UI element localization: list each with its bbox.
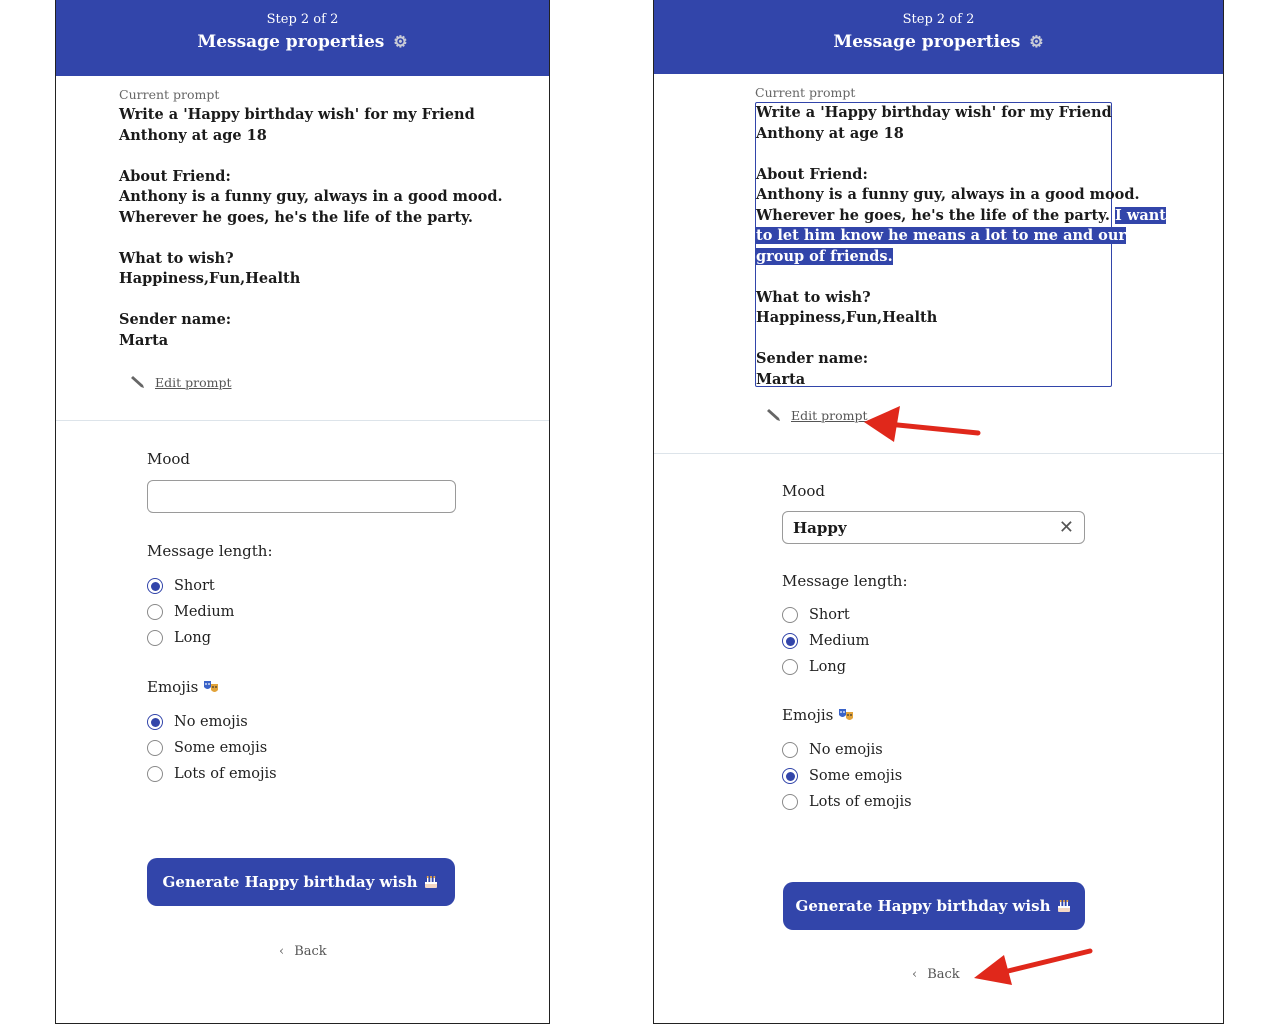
edit-prompt-label: Edit prompt <box>155 375 232 390</box>
prompt-line <box>119 146 503 167</box>
page-title <box>654 32 1223 52</box>
emoji-option-some[interactable] <box>782 768 902 784</box>
edit-prompt-link[interactable] <box>129 375 232 390</box>
step-indicator: Step 2 of 2 <box>902 12 975 27</box>
radio-label: No emojis <box>809 742 883 758</box>
back-label: Back <box>294 944 327 959</box>
birthday-cake-icon <box>1056 898 1072 914</box>
length-option-long[interactable] <box>782 659 846 675</box>
radio-medium[interactable] <box>782 633 798 649</box>
radio-label: Medium <box>174 604 235 620</box>
page-title <box>56 32 549 52</box>
prompt-line: What to wish? <box>119 249 234 267</box>
theater-masks-icon <box>838 707 854 723</box>
mood-label: Mood <box>782 482 826 500</box>
theater-masks-icon <box>203 679 219 695</box>
radio-label: Short <box>174 578 215 594</box>
emoji-option-lots[interactable] <box>147 766 277 782</box>
gear-icon: ⚙ <box>393 32 408 51</box>
prompt-line <box>756 144 1166 165</box>
page-title-text: Message properties <box>197 32 385 52</box>
current-prompt-text[interactable] <box>756 103 1166 390</box>
mood-label: Mood <box>147 450 191 468</box>
generate-button-label: Generate Happy birthday wish <box>162 873 418 891</box>
radio-label: Some emojis <box>174 740 268 756</box>
prompt-line: Happiness,Fun,Health <box>119 270 301 287</box>
radio-long[interactable] <box>782 659 798 675</box>
section-divider <box>654 453 1223 454</box>
prompt-line: Anthony at age 18 <box>119 126 267 144</box>
current-prompt-label: Current prompt <box>119 87 220 102</box>
prompt-line: Wherever he goes, he's the life of the party. <box>119 208 473 226</box>
radio-label: Some emojis <box>809 768 903 784</box>
radio-long[interactable] <box>147 630 163 646</box>
mood-input[interactable] <box>782 511 1085 544</box>
prompt-line <box>756 247 1166 268</box>
prompt-line: Sender name: <box>756 350 869 367</box>
prompt-line <box>119 228 503 249</box>
prompt-line: About Friend: <box>119 167 231 185</box>
radio-label: Lots of emojis <box>174 766 277 782</box>
prompt-line <box>756 206 1166 227</box>
pencil-icon <box>129 376 147 390</box>
radio-label: Medium <box>809 633 870 649</box>
prompt-text-plain: Wherever he goes, he's the life of the party. <box>756 206 1116 224</box>
emojis-label-text: Emojis <box>147 678 199 696</box>
radio-lots-of-emojis[interactable] <box>147 766 163 782</box>
radio-label: Short <box>809 607 850 623</box>
emoji-option-none[interactable] <box>147 714 248 730</box>
prompt-line: About Friend: <box>756 165 868 183</box>
selected-text: I want <box>1115 206 1166 224</box>
generate-wish-button[interactable] <box>783 882 1085 930</box>
current-prompt-text <box>119 105 503 351</box>
prompt-line: Marta <box>756 370 806 388</box>
prompt-line: Anthony at age 18 <box>756 124 904 142</box>
message-length-label: Message length: <box>147 542 273 560</box>
chevron-left-icon: ‹ <box>279 944 285 959</box>
emoji-option-none[interactable] <box>782 742 883 758</box>
radio-label: Long <box>809 659 846 675</box>
generate-button-label: Generate Happy birthday wish <box>795 897 1051 915</box>
mood-input[interactable] <box>147 480 456 513</box>
radio-short[interactable] <box>147 578 163 594</box>
length-option-medium[interactable] <box>147 604 234 620</box>
prompt-textarea[interactable] <box>755 102 1166 388</box>
emojis-label <box>782 706 854 724</box>
radio-no-emojis[interactable] <box>147 714 163 730</box>
header-bar <box>654 0 1223 74</box>
radio-some-emojis[interactable] <box>147 740 163 756</box>
prompt-line: Write a 'Happy birthday wish' for my Friend <box>119 106 475 123</box>
back-link[interactable] <box>912 967 960 982</box>
prompt-line <box>756 226 1166 247</box>
prompt-line: Anthony is a funny guy, always in a good mood. <box>756 186 1140 203</box>
length-option-short[interactable] <box>782 607 850 623</box>
radio-label: Lots of emojis <box>809 794 912 810</box>
prompt-line: Sender name: <box>119 311 232 328</box>
prompt-line <box>119 290 503 311</box>
radio-medium[interactable] <box>147 604 163 620</box>
header-bar <box>56 0 549 76</box>
emoji-option-lots[interactable] <box>782 794 912 810</box>
mood-input-value: Happy <box>793 518 847 537</box>
back-link[interactable] <box>279 944 327 959</box>
radio-no-emojis[interactable] <box>782 742 798 758</box>
prompt-line: What to wish? <box>756 288 871 306</box>
annotation-arrow-edit <box>860 400 985 450</box>
radio-label: No emojis <box>174 714 248 730</box>
length-option-medium[interactable] <box>782 633 869 649</box>
emoji-option-some[interactable] <box>147 740 267 756</box>
section-divider <box>56 420 549 421</box>
panel-before <box>55 0 550 1024</box>
emojis-label-text: Emojis <box>782 706 834 724</box>
edit-prompt-link[interactable] <box>765 408 868 423</box>
edit-prompt-label: Edit prompt <box>791 408 868 423</box>
prompt-line <box>756 267 1166 288</box>
radio-some-emojis[interactable] <box>782 768 798 784</box>
generate-wish-button[interactable] <box>147 858 455 906</box>
message-length-label: Message length: <box>782 572 908 590</box>
prompt-line: Anthony is a funny guy, always in a good mood. <box>119 188 503 205</box>
panel-after <box>653 0 1224 1024</box>
step-indicator: Step 2 of 2 <box>266 12 339 27</box>
emojis-label <box>147 678 219 696</box>
length-option-short[interactable] <box>147 578 215 594</box>
prompt-line: Write a 'Happy birthday wish' for my Friend <box>756 104 1112 121</box>
length-option-long[interactable] <box>147 630 211 646</box>
clear-icon[interactable]: ✕ <box>1058 516 1074 538</box>
annotation-arrow-back <box>970 945 1095 990</box>
prompt-line: Marta <box>119 331 169 349</box>
selected-text: group of friends. <box>756 247 893 265</box>
prompt-line: Happiness,Fun,Health <box>756 309 938 326</box>
current-prompt-label: Current prompt <box>755 85 856 100</box>
radio-short[interactable] <box>782 607 798 623</box>
gear-icon: ⚙ <box>1029 32 1044 51</box>
back-label: Back <box>927 967 960 982</box>
selected-text: to let him know he means a lot to me and our <box>756 227 1127 244</box>
prompt-line <box>756 329 1166 350</box>
page-title-text: Message properties <box>833 32 1021 52</box>
radio-lots-of-emojis[interactable] <box>782 794 798 810</box>
pencil-icon <box>765 409 783 423</box>
radio-label: Long <box>174 630 211 646</box>
birthday-cake-icon <box>423 874 439 890</box>
chevron-left-icon: ‹ <box>912 967 918 982</box>
